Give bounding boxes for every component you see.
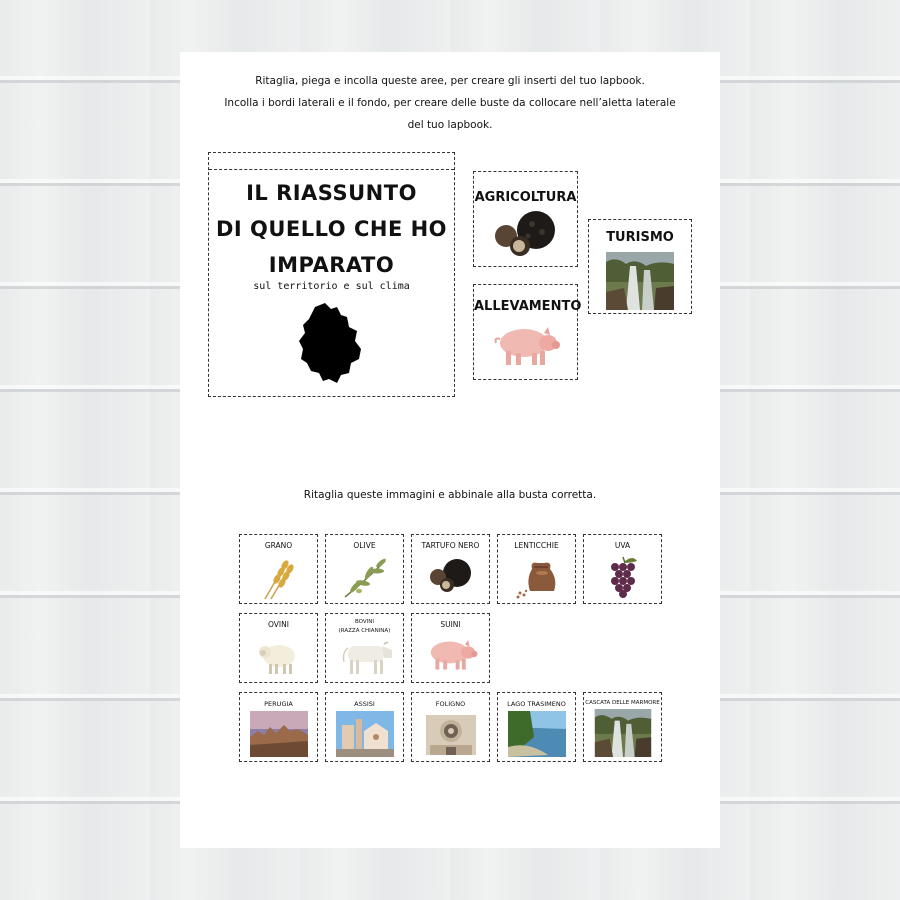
olive-branch-icon bbox=[341, 555, 389, 601]
sheep-icon bbox=[257, 636, 301, 678]
lentil-sack-icon bbox=[512, 553, 562, 601]
instructions-text bbox=[180, 70, 720, 136]
perugia-photo bbox=[250, 711, 308, 757]
card-grano bbox=[239, 534, 318, 604]
assisi-photo bbox=[336, 711, 394, 757]
waterfall-photo bbox=[606, 252, 674, 310]
pig-icon bbox=[423, 632, 479, 676]
card-lenticchie-label: LENTICCHIE bbox=[514, 541, 559, 550]
card-uva-label: UVA bbox=[614, 541, 631, 550]
cover-title-line-2: DI QUELLO CHE HO bbox=[215, 217, 448, 241]
card-suini bbox=[411, 613, 490, 683]
cover-title-line-1: IL RIASSUNTO bbox=[246, 181, 417, 205]
card-lago-trasimeno bbox=[497, 692, 576, 762]
card-perugia bbox=[239, 692, 318, 762]
card-bovini-title: BOVINI bbox=[354, 619, 375, 625]
instruction-line-3: del tuo lapbook. bbox=[407, 119, 493, 131]
grapes-icon bbox=[603, 553, 643, 599]
match-instruction: Ritaglia queste immagini e abbinale alla busta corretta. bbox=[303, 489, 597, 501]
cover-title-line-3: IMPARATO bbox=[268, 253, 395, 277]
card-ovini-label: OVINI bbox=[268, 620, 289, 629]
pocket-allevamento-label: ALLEVAMENTO bbox=[474, 299, 582, 314]
foligno-photo bbox=[422, 711, 480, 757]
wheat-icon bbox=[257, 555, 301, 601]
card-bovini bbox=[325, 613, 404, 683]
pocket-agricoltura bbox=[473, 171, 578, 267]
card-cascata-delle-marmore-label: CASCATA DELLE MARMORE bbox=[585, 700, 660, 706]
cow-icon bbox=[334, 638, 396, 678]
card-tartufo-nero-label: TARTUFO NERO bbox=[421, 541, 480, 550]
card-perugia-label: PERUGIA bbox=[264, 700, 293, 708]
card-foligno-label: FOLIGNO bbox=[435, 700, 466, 708]
card-grano-label: GRANO bbox=[264, 541, 293, 550]
pocket-turismo bbox=[588, 219, 692, 314]
card-cascata-delle-marmore bbox=[583, 692, 662, 762]
card-suini-label: SUINI bbox=[440, 620, 461, 629]
truffle-icon bbox=[427, 557, 475, 593]
card-uva bbox=[583, 534, 662, 604]
card-olive-label: OLIVE bbox=[353, 541, 376, 550]
cover-subtitle: sul territorio e sul clima bbox=[253, 281, 410, 292]
card-lago-trasimeno-label: LAGO TRASIMENO bbox=[507, 700, 566, 708]
pocket-agricoltura-label: AGRICOLTURA bbox=[474, 190, 577, 205]
worksheet-page bbox=[180, 52, 720, 848]
pig-icon bbox=[490, 321, 562, 369]
waterfall-photo bbox=[594, 709, 652, 757]
lago-trasimeno-photo bbox=[508, 711, 566, 757]
instruction-line-2: Incolla i bordi laterali e il fondo, per creare delle buste da collocare nell’aletta laterale bbox=[224, 97, 676, 109]
card-foligno bbox=[411, 692, 490, 762]
instruction-line-1: Ritaglia, piega e incolla queste aree, per creare gli inserti del tuo lapbook. bbox=[255, 75, 645, 87]
card-bovini-subtitle: (RAZZA CHIANINA) bbox=[338, 628, 391, 634]
card-assisi-label: ASSISI bbox=[354, 700, 375, 708]
card-assisi bbox=[325, 692, 404, 762]
cover-flap bbox=[209, 153, 454, 170]
pocket-turismo-label: TURISMO bbox=[606, 230, 674, 245]
umbria-map-icon bbox=[297, 301, 367, 385]
pocket-allevamento bbox=[473, 284, 582, 380]
card-ovini bbox=[239, 613, 318, 683]
truffle-icon bbox=[492, 210, 562, 258]
card-tartufo-nero bbox=[411, 534, 490, 604]
card-lenticchie bbox=[497, 534, 576, 604]
card-olive bbox=[325, 534, 404, 604]
cover-title bbox=[209, 175, 454, 283]
cover-card bbox=[208, 152, 455, 397]
card-bovini-label bbox=[326, 618, 403, 636]
